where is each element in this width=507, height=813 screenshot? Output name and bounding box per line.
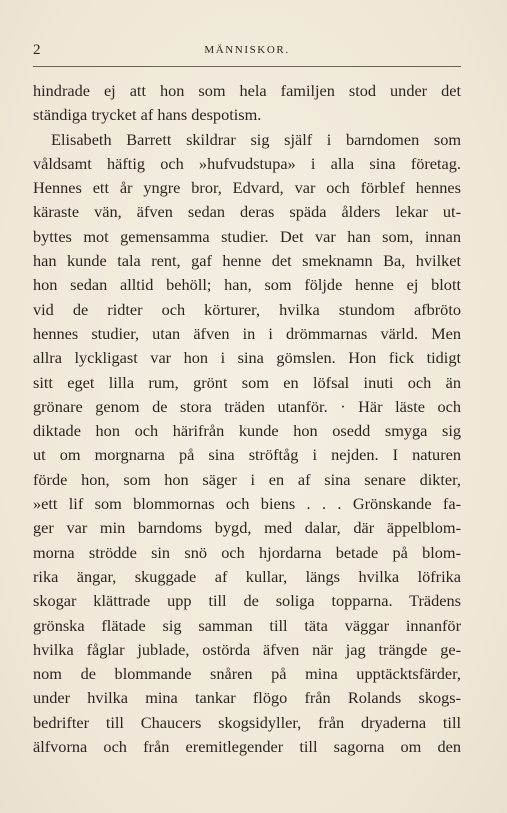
text-line: under hvilka mina tankar flögo från Rolands skogs-	[33, 688, 461, 708]
header-rule	[33, 66, 461, 67]
text-line: ständiga trycket af hans despotism.	[33, 105, 262, 125]
text-line: käraste vän, äfven sedan deras späda ålders lekar ut-	[33, 202, 461, 222]
text-line: skogar klättrade upp till de soliga topparna. Trädens	[33, 591, 461, 611]
body-text	[33, 79, 461, 759]
text-line: »ett lif som blommornas och biens . . . Grönskande fa-	[33, 494, 461, 514]
page-header	[33, 40, 461, 62]
text-line: ger var min barndoms bygd, med dalar, där äppelblom-	[33, 518, 461, 538]
page-number: 2	[33, 42, 41, 58]
text-line: bedrifter till Chaucers skogsidyller, från dryaderna till	[33, 712, 461, 732]
text-line: rika ängar, skuggade af kullar, längs hvilka löfrika	[33, 566, 461, 586]
running-head: MÄNNISKOR.	[204, 44, 290, 56]
text-line: hvilka fåglar jublade, ostörda äfven när jag trängde ge-	[33, 639, 461, 659]
text-line: morna strödde sin snö och hjordarna betade på blom-	[33, 542, 461, 562]
text-line: hindrade ej att hon som hela familjen stod under det	[33, 81, 461, 100]
text-line: allra lyckligast var hon i sina gömslen. Hon fick tidigt	[33, 348, 461, 368]
text-line: Hennes ett år yngre bror, Edvard, var och förblef hennes	[33, 178, 461, 198]
text-line: grönare genom de stora träden utanför. · Här läste och	[33, 396, 461, 416]
text-line: förde hon, som hon säger i en af sina senare dikter,	[33, 469, 461, 489]
text-line: sitt eget lilla rum, grönt som en löfsal inuti och än	[33, 372, 461, 392]
text-line: byttes mot gemensamma studier. Det var han som, innan	[33, 226, 461, 246]
text-line: älfvorna och från eremitlegender till sagorna om den	[33, 737, 461, 757]
text-line: diktade hon och härifrån kunde hon osedd smyga sig	[33, 421, 461, 441]
text-line: han kunde tala rent, gaf henne det smeknamn Ba, hvilket	[33, 251, 461, 271]
text-line: grönska flätade sig samman till täta väggar innanför	[33, 615, 461, 635]
text-line: hon sedan alltid behöll; han, som följde henne ej blott	[33, 275, 461, 295]
text-line: nom de blommande snåren på mina upptäcktsfärder,	[33, 664, 461, 684]
paragraph-start-line: Elisabeth Barrett skildrar sig själf i barndomen som	[51, 129, 461, 149]
text-line: ut om morgnarna på sina ströftåg i nejden. I naturen	[33, 445, 461, 465]
text-line: vid de ridter och körturer, hvilka stundom afbröto	[33, 299, 461, 319]
text-line: våldsamt häftig och »hufvudstupa» i alla sina företag.	[33, 153, 461, 173]
text-line: hennes studier, utan äfven in i drömmarnas värld. Men	[33, 323, 461, 343]
